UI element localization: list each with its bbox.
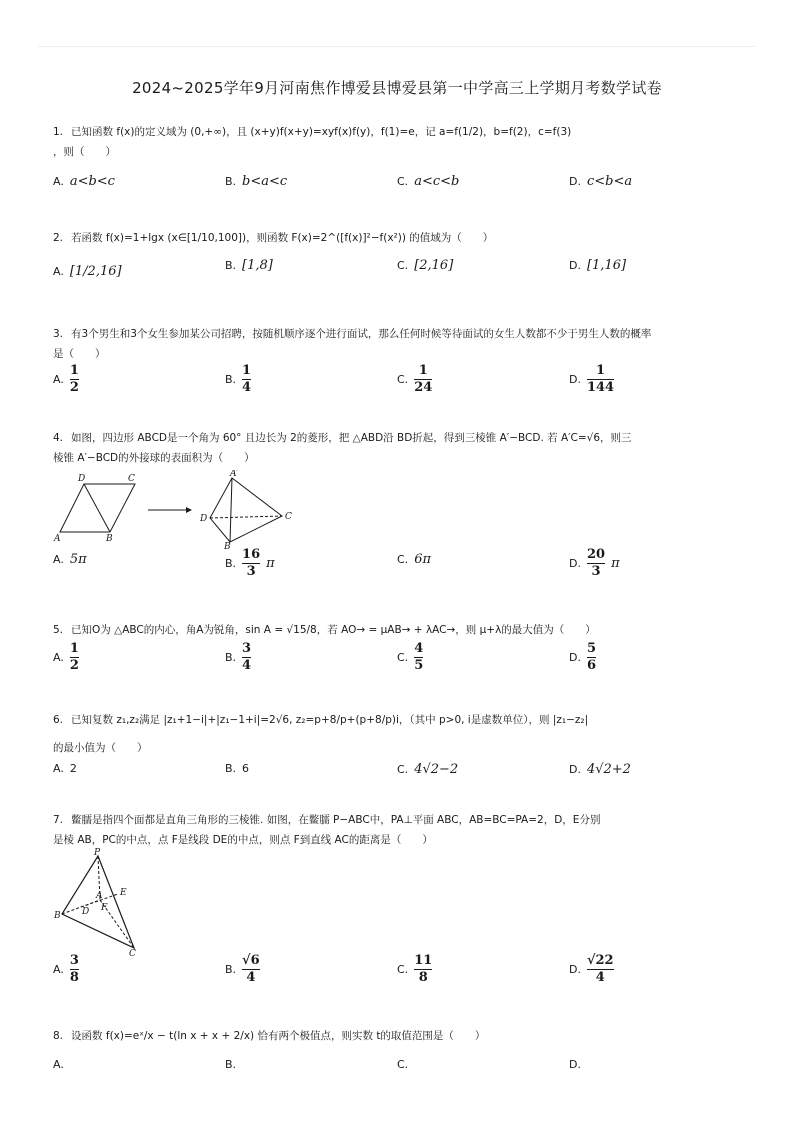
question-4: 4. 如图，四边形 ABCD是一个角为 60° 且边长为 2的菱形，把 △ABD沿 BD折起，得到三棱锥 A′−BCD. 若 A′C=√6，则三 棱锥 A′−BCD的外接球的表面积为（ ） [53,428,743,468]
q7-option-c[interactable]: C. $\frac{11}{8}$ [397,953,433,986]
q1-option-d[interactable]: D. c<b<a [569,174,633,189]
q4-option-b[interactable]: B. $\frac{16}{3}$ π [225,547,275,580]
question-6-text-cont: 的最小值为（ ） [53,742,148,754]
q4-option-d[interactable]: D. $\frac{20}{3}$ π [569,547,620,580]
label-d: D [78,474,86,484]
fraction: $\frac{3}{8}$ [69,953,79,986]
question-3-text-cont: 是（ ） [53,348,106,360]
q3-option-d[interactable]: D. $\frac{1}{144}$ [569,363,615,396]
q2-option-c[interactable]: C. [2,16] [397,258,454,273]
q3-option-b[interactable]: B. $\frac{1}{4}$ [225,363,252,396]
fraction: $\frac{1}{2}$ [69,363,79,396]
question-1: 1. 已知函数 f(x)的定义域为 (0,+∞)，且 (x+y)f(x+y)=xyf(x)f(y)，f(1)=e，记 a=f(1/2)，b=f(2)，c=f(3) ，则（ ） [53,122,743,162]
pyramid-outline [62,856,134,948]
label-b: B [106,534,113,544]
q2-option-a[interactable]: A. [1/2,16] [53,264,122,279]
q5-option-b[interactable]: B. $\frac{3}{4}$ [225,641,252,674]
question-4-text: 如图，四边形 ABCD是一个角为 60° 且边长为 2的菱形，把 △ABD沿 BD折起，得到三棱锥 A′−BCD. 若 A′C=√6，则三 [71,432,632,444]
question-3: 3. 有3个男生和3个女生参加某公司招聘，按随机顺序逐个进行面试，那么任何时候等待面试的女生人数都不少于男生人数的概率 是（ ） [53,324,743,364]
label-d2: D [200,514,208,524]
question-6: 6. 已知复数 z₁,z₂满足 |z₁+1−i|+|z₁−1+i|=2√6, z₂=p+8/p+(p+8/p)i，（其中 p>0, i是虚数单位），则 |z₁−z₂| 的最小值为（ ） [53,710,743,758]
q2-option-b[interactable]: B. [1,8] [225,258,273,273]
question-7: 7. 鳖臑是指四个面都是直角三角形的三棱锥. 如图，在鳖臑 P−ABC中，PA⊥平面 ABC，AB=BC=PA=2，D，E分别 是棱 AB，PC的中点，点 F是线段 DE的中点，则点 F到直线 AC的距离是（ ） [53,810,743,850]
fraction: $\frac{20}{3}$ [586,547,606,580]
q8-option-c[interactable]: C. [397,1058,409,1071]
question-1-text: 已知函数 f(x)的定义域为 (0,+∞)，且 (x+y)f(x+y)=xyf(x)f(y)，f(1)=e，记 a=f(1/2)，b=f(2)，c=f(3) [71,126,572,138]
question-6-text: 已知复数 z₁,z₂满足 |z₁+1−i|+|z₁−1+i|=2√6, z₂=p+8/p+(p+8/p)i，（其中 p>0, i是虚数单位），则 |z₁−z₂| [71,714,589,726]
label-e: E [120,888,127,898]
fraction: $\frac{11}{8}$ [414,953,433,986]
q1-option-c[interactable]: C. a<c<b [397,174,460,189]
q1-option-a[interactable]: A. a<b<c [53,174,115,189]
label-b: B [54,911,61,921]
question-3-text: 有3个男生和3个女生参加某公司招聘，按随机顺序逐个进行面试，那么任何时候等待面试的女生人数都不少于男生人数的概率 [71,328,652,340]
label-c: C [128,474,135,484]
label-a: A [54,534,61,544]
header-rule [38,46,756,47]
pyramid-figure [52,848,152,958]
label-a: A [96,891,103,901]
q3-option-c[interactable]: C. $\frac{1}{24}$ [397,363,433,396]
rhombus-fold-figure [52,470,312,550]
question-4-text-cont: 棱锥 A′−BCD的外接球的表面积为（ ） [53,452,255,464]
question-2: 2. 若函数 f(x)=1+lgx (x∈[1/10,100])，则函数 F(x)=2^([f(x)]²−f(x²)) 的值域为（ ） [53,232,494,244]
q5-option-a[interactable]: A. $\frac{1}{2}$ [53,641,79,674]
q4-option-c[interactable]: C. 6π [397,552,432,567]
q6-option-a[interactable]: A. 2 [53,762,77,775]
question-1-text-cont: ，则（ ） [53,146,116,158]
q1-option-b[interactable]: B. b<a<c [225,174,288,189]
q8-option-d[interactable]: D. [569,1058,581,1071]
q6-option-b[interactable]: B. 6 [225,762,250,775]
fraction: $\frac{1}{24}$ [414,363,433,396]
fraction: $\frac{1}{4}$ [242,363,252,396]
arrow-head-icon [186,507,192,513]
question-5: 5. 已知O为 △ABC的内心，角A为锐角，sin A = √15/8，若 AO→ = μAB→ + λAC→，则 μ+λ的最大值为（ ） [53,624,596,636]
hidden-edge-dc [210,516,282,518]
label-b2: B [224,542,231,550]
fraction: $\frac{√6}{4}$ [242,953,260,986]
question-5-text: 已知O为 △ABC的内心，角A为锐角，sin A = √15/8，若 AO→ = μAB→ + λAC→，则 μ+λ的最大值为（ ） [71,624,596,636]
q8-option-b[interactable]: B. [225,1058,237,1071]
question-7-text-cont: 是棱 AB，PC的中点，点 F是线段 DE的中点，则点 F到直线 AC的距离是（ ） [53,834,433,846]
q6-option-d[interactable]: D. 4√2+2 [569,762,631,777]
question-8-text: 设函数 f(x)=eˣ/x − t(ln x + x + 2/x) 恰有两个极值点，则实数 t的取值范围是（ ） [71,1030,486,1042]
q7-option-a[interactable]: A. $\frac{3}{8}$ [53,953,79,986]
exam-title: 2024~2025学年9月河南焦作博爱县博爱县第一中学高三上学期月考数学试卷 [132,79,662,97]
label-f: F [101,903,108,913]
fraction: $\frac{4}{5}$ [414,641,424,674]
fraction: $\frac{√22}{4}$ [586,953,614,986]
fraction: $\frac{16}{3}$ [242,547,261,580]
fraction: $\frac{3}{4}$ [242,641,252,674]
q4-option-a[interactable]: A. 5π [53,552,87,567]
q7-option-b[interactable]: B. $\frac{√6}{4}$ [225,953,260,986]
question-2-text: 若函数 f(x)=1+lgx (x∈[1/10,100])，则函数 F(x)=2^([f(x)]²−f(x²)) 的值域为（ ） [71,232,494,244]
q8-option-a[interactable]: A. [53,1058,64,1071]
q5-option-c[interactable]: C. $\frac{4}{5}$ [397,641,424,674]
q5-option-d[interactable]: D. $\frac{5}{6}$ [569,641,597,674]
fraction: $\frac{1}{2}$ [69,641,79,674]
fraction: $\frac{1}{144}$ [586,363,615,396]
q7-option-d[interactable]: D. $\frac{√22}{4}$ [569,953,614,986]
label-d: D [82,907,90,917]
q6-option-c[interactable]: C. 4√2−2 [397,762,459,777]
fraction: $\frac{5}{6}$ [586,641,597,674]
label-c2: C [285,512,292,522]
label-a-prime: A′ [230,470,239,479]
question-7-text: 鳖臑是指四个面都是直角三角形的三棱锥. 如图，在鳖臑 P−ABC中，PA⊥平面 ABC，AB=BC=PA=2，D，E分别 [71,814,601,826]
label-c: C [129,949,136,958]
label-p: P [94,848,101,858]
tetrahedron [210,478,282,542]
question-8: 8. 设函数 f(x)=eˣ/x − t(ln x + x + 2/x) 恰有两个极值点，则实数 t的取值范围是（ ） [53,1030,486,1042]
q2-option-d[interactable]: D. [1,16] [569,258,627,273]
q3-option-a[interactable]: A. $\frac{1}{2}$ [53,363,79,396]
diagonal-bd [84,484,110,532]
